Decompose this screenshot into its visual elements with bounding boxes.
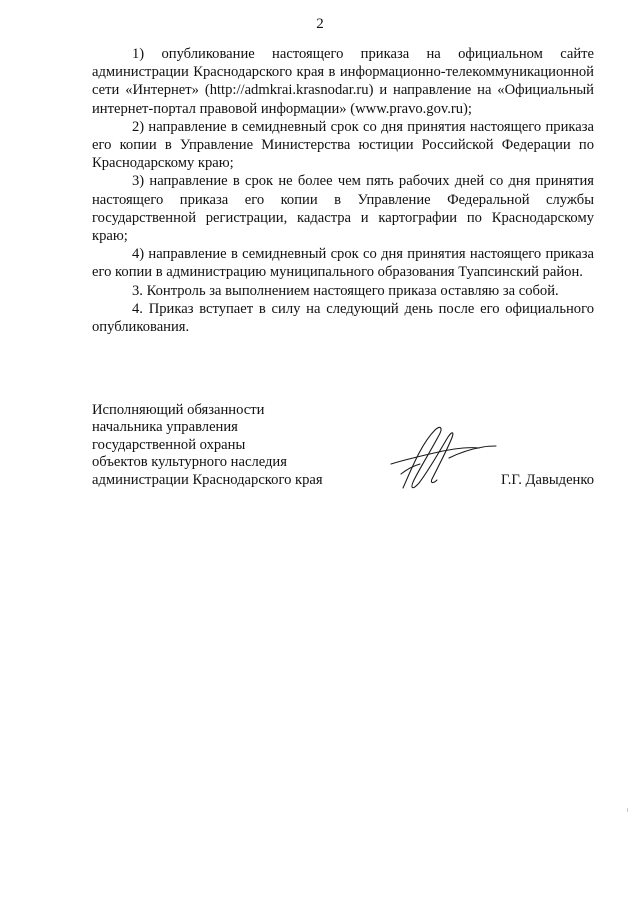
paragraph-control: 3. Контроль за выполнением настоящего приказа оставляю за собой. <box>132 282 559 299</box>
paragraph-registration-service: 3) направление в срок не более чем пять рабочих дней со дня принятия настоящего приказа его копии в Управление Федеральной службы государственной регистрации, кадастра и картографии по Краснодарскому краю; <box>92 173 594 245</box>
paragraph-tuapse-district: 4) направление в семидневный срок со дня принятия настоящего приказа его копии в администрацию муниципального образования Туапсинский район. <box>92 246 594 281</box>
position-line: объектов культурного наследия <box>92 454 287 471</box>
paragraph-publication: 1) опубликование настоящего приказа на официальном сайте администрации Краснодарского края в информационно-телекоммуникационной сети «Интернет» (http://admkrai.krasnodar.ru) и направление на «Официальный интернет-портал правовой информации» (www.pravo.gov.ru); <box>92 46 594 117</box>
position-line: государственной охраны <box>92 436 246 453</box>
scan-edge-mark <box>627 808 628 812</box>
position-line: администрации Краснодарского края <box>92 471 323 488</box>
paragraph-ministry-of-justice: 2) направление в семидневный срок со дня принятия настоящего приказа его копии в Управление Министерства юстиции Российской Федерации по Краснодарскому краю; <box>92 118 594 172</box>
signatory-position <box>92 402 323 489</box>
page-number: 2 <box>316 16 324 32</box>
paragraph-entry-into-force: 4. Приказ вступает в силу на следующий день после его официального опубликования. <box>92 300 594 336</box>
document-body <box>92 45 594 336</box>
handwritten-signature <box>387 422 497 494</box>
signatory-name: Г.Г. Давыденко <box>500 472 594 488</box>
position-line: начальника управления <box>92 419 238 436</box>
signature-block <box>92 402 594 502</box>
position-line: Исполняющий обязанности <box>92 402 265 418</box>
